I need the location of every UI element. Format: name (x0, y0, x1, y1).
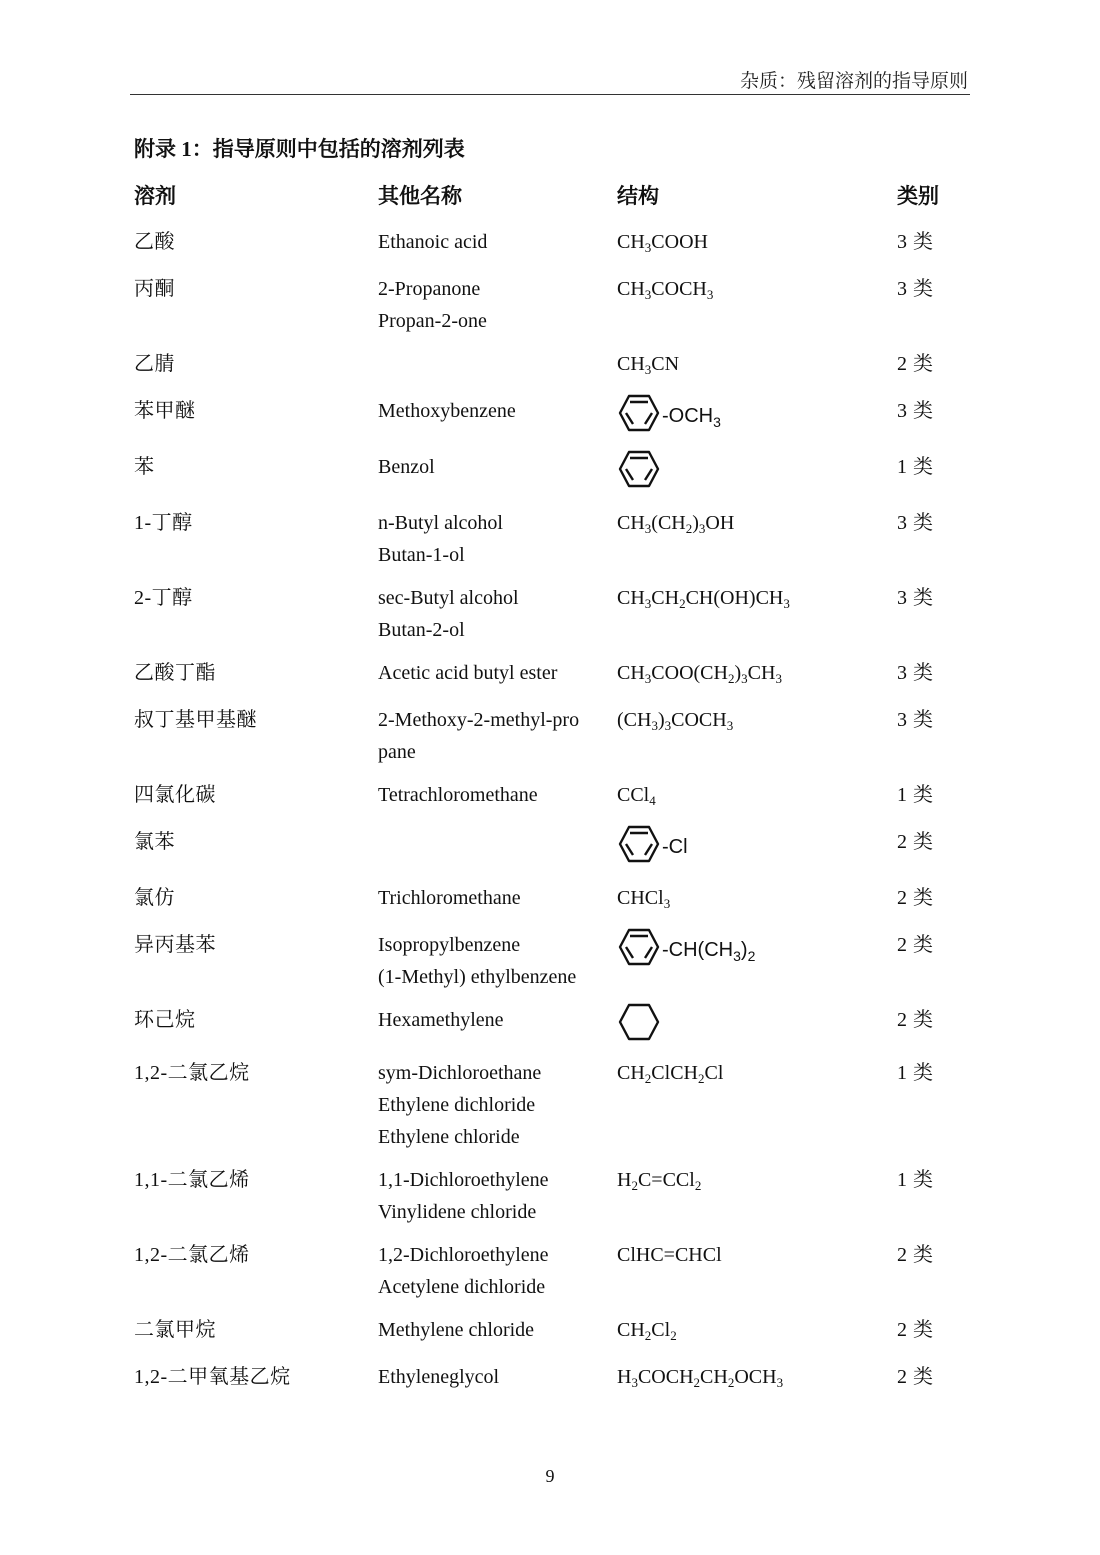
other-names (378, 1057, 541, 1153)
other-names (378, 929, 576, 993)
structure-formula: $CH_3COCH_3$ (617, 278, 714, 302)
other-name-line: pane (378, 741, 416, 763)
other-names (378, 779, 538, 811)
solvent-name: 1-丁醇 (134, 512, 193, 534)
page-number: 9 (545, 1466, 555, 1486)
solvent-name: 氯苯 (134, 831, 175, 853)
benzene-icon (617, 927, 661, 967)
structure-formula: $CH_3CH_2CH(OH)CH_3$ (617, 587, 790, 611)
appendix-title: 附录 1：指导原则中包括的溶剂列表 (134, 137, 465, 161)
other-name-line: Acetylene dichloride (378, 1276, 546, 1298)
solvent-class: 2 类 (897, 1009, 934, 1031)
other-name-line: Acetic acid butyl ester (378, 662, 558, 684)
structure-diagram (617, 927, 755, 967)
other-name-line: Hexamethylene (378, 1009, 504, 1031)
solvent-name: 1,1-二氯乙烯 (134, 1169, 250, 1191)
solvent-class: 3 类 (897, 709, 934, 731)
column-header-class: 类别 (897, 184, 939, 208)
solvent-name: 1,2-二氯乙烷 (134, 1062, 250, 1084)
other-names (378, 226, 487, 258)
solvent-name: 氯仿 (134, 887, 175, 909)
other-name-line: 1,1-Dichloroethylene (378, 1169, 549, 1191)
solvent-class: 2 类 (897, 887, 934, 909)
other-names (378, 1239, 549, 1303)
other-name-line: 1,2-Dichloroethylene (378, 1244, 549, 1266)
solvent-class: 1 类 (897, 1169, 934, 1191)
benzene-icon (617, 393, 661, 433)
solvent-name: 乙腈 (134, 353, 175, 375)
substituent-label: $-OCH_3$ (662, 405, 721, 430)
solvent-class: 1 类 (897, 784, 934, 806)
solvent-name: 二氯甲烷 (134, 1319, 216, 1341)
other-name-line: Ethyleneglycol (378, 1366, 500, 1388)
structure-formula: $CH_2ClCH_2Cl$ (617, 1062, 724, 1086)
other-name-line: (1-Methyl) ethylbenzene (378, 966, 577, 988)
structure-formula: $(CH_3)_3COCH_3$ (617, 709, 734, 733)
solvent-name: 1,2-二甲氧基乙烷 (134, 1366, 291, 1388)
other-name-line: Vinylidene chloride (378, 1201, 537, 1223)
other-name-line: Ethylene chloride (378, 1126, 520, 1148)
solvent-class: 3 类 (897, 231, 934, 253)
solvent-name: 1,2-二氯乙烯 (134, 1244, 250, 1266)
other-name-line: n-Butyl alcohol (378, 512, 503, 534)
running-header: 杂质：残留溶剂的指导原则 (739, 71, 968, 92)
other-names (378, 1361, 499, 1393)
structure-formula: CCl$_4$ (617, 784, 656, 808)
other-name-line: Methylene chloride (378, 1319, 535, 1341)
solvent-class: 2 类 (897, 1319, 934, 1341)
structure-formula: $CH_2Cl_2$ (617, 1319, 677, 1343)
solvent-class: 3 类 (897, 400, 934, 422)
structure-formula: CHCl$_3$ (617, 887, 671, 911)
solvent-name: 乙酸 (134, 231, 175, 253)
solvent-class: 1 类 (897, 1062, 934, 1084)
other-name-line: Tetrachloromethane (378, 784, 538, 806)
column-header-solvent: 溶剂 (134, 184, 176, 208)
substituent-label: -Cl (662, 836, 688, 858)
other-names (378, 582, 519, 646)
solvent-name: 苯甲醚 (134, 400, 196, 422)
solvent-name: 异丙基苯 (134, 934, 216, 956)
header-rule (130, 94, 970, 95)
other-name-line: Butan-1-ol (378, 544, 465, 566)
other-name-line: sec-Butyl alcohol (378, 587, 519, 609)
structure-formula: $CH_3(CH_2)_3OH$ (617, 512, 735, 536)
other-names (378, 507, 503, 571)
structure-formula: $H_2C=CCl_2$ (617, 1169, 702, 1193)
other-names (378, 704, 579, 768)
other-names (378, 1164, 549, 1228)
solvent-name: 四氯化碳 (134, 784, 216, 806)
structure-diagram (617, 1002, 661, 1042)
solvent-name: 丙酮 (134, 278, 175, 300)
solvent-class: 2 类 (897, 353, 934, 375)
structure-formula: $H_3COCH_2CH_2OCH_3$ (617, 1366, 784, 1390)
solvent-class: 2 类 (897, 934, 934, 956)
benzene-icon (617, 449, 661, 489)
structure-diagram (617, 449, 661, 489)
other-name-line: 2-Propanone (378, 278, 481, 300)
solvent-class: 2 类 (897, 1366, 934, 1388)
solvent-class: 3 类 (897, 512, 934, 534)
other-name-line: Isopropylbenzene (378, 934, 521, 956)
other-name-line: Ethanoic acid (378, 231, 488, 253)
solvent-class: 3 类 (897, 662, 934, 684)
solvent-name: 环己烷 (134, 1009, 196, 1031)
other-names (378, 1314, 534, 1346)
other-name-line: Trichloromethane (378, 887, 521, 909)
other-names (378, 1004, 504, 1036)
other-names (378, 273, 487, 337)
other-name-line: Butan-2-ol (378, 619, 465, 641)
benzene-icon (617, 824, 661, 864)
structure-formula: $CH_3COO(CH_2)_3CH_3$ (617, 662, 782, 686)
other-name-line: Benzol (378, 456, 435, 478)
structure-formula: $CH_3COOH$ (617, 231, 708, 255)
other-name-line: Methoxybenzene (378, 400, 516, 422)
other-names (378, 395, 516, 427)
other-names (378, 451, 435, 483)
solvent-class: 2 类 (897, 831, 934, 853)
other-name-line: sym-Dichloroethane (378, 1062, 542, 1084)
other-names (378, 657, 557, 689)
solvent-class: 2 类 (897, 1244, 934, 1266)
other-names (378, 882, 521, 914)
other-name-line: Ethylene dichloride (378, 1094, 536, 1116)
cyclohexane-icon (617, 1002, 661, 1042)
solvent-name: 苯 (134, 456, 155, 478)
solvent-class: 3 类 (897, 587, 934, 609)
structure-formula: ClHC=CHCl (617, 1244, 722, 1266)
solvent-class: 3 类 (897, 278, 934, 300)
substituent-label: $-CH(CH_3)_2$ (662, 939, 756, 964)
solvent-class: 1 类 (897, 456, 934, 478)
structure-formula: $CH_3CN$ (617, 353, 680, 377)
column-header-other-names: 其他名称 (378, 184, 462, 208)
structure-diagram (617, 824, 688, 864)
structure-diagram (617, 393, 721, 433)
column-header-structure: 结构 (617, 184, 659, 208)
other-name-line: 2-Methoxy-2-methyl-pro (378, 709, 580, 731)
solvent-name: 2-丁醇 (134, 587, 193, 609)
other-name-line: Propan-2-one (378, 310, 487, 332)
solvent-name: 乙酸丁酯 (134, 662, 216, 684)
solvent-name: 叔丁基甲基醚 (134, 709, 257, 731)
